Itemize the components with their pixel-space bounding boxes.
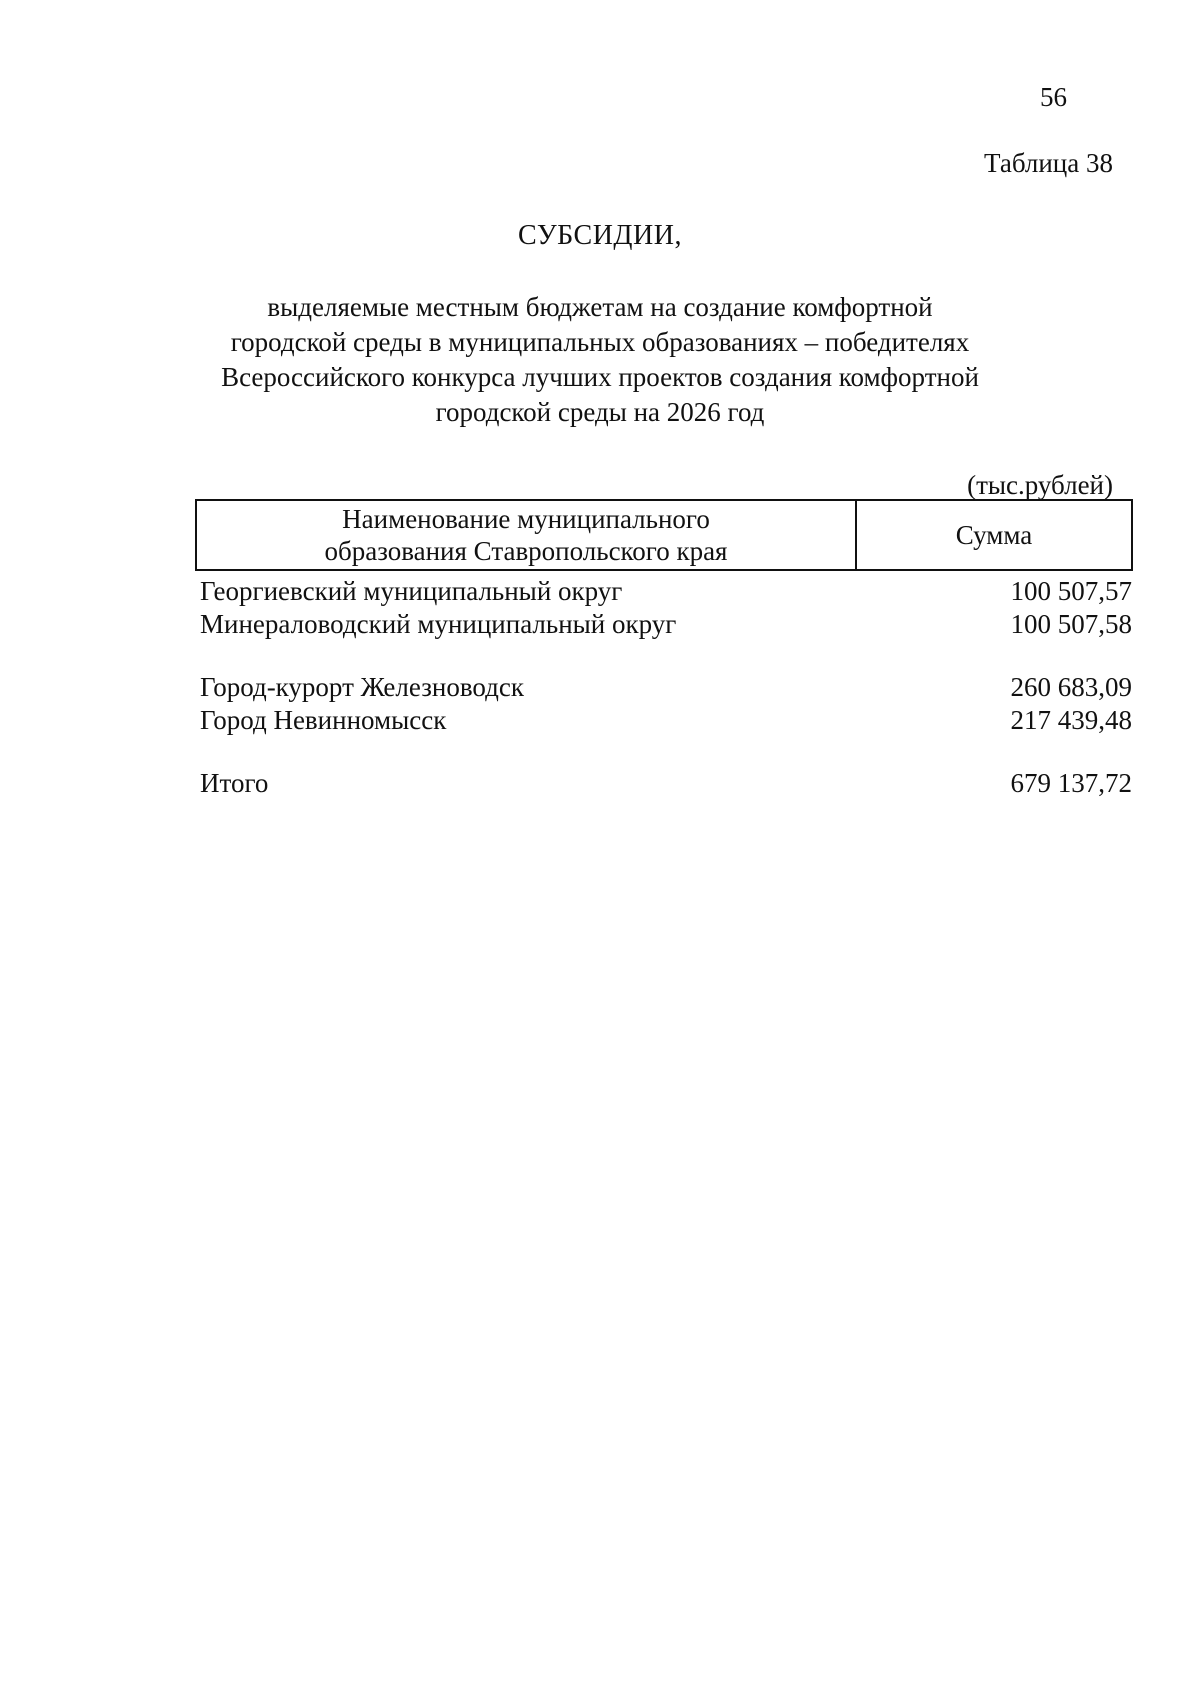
- total-label: Итого: [200, 768, 269, 798]
- header-name-column: [196, 500, 856, 570]
- row-amount: 260 683,09: [1010, 672, 1132, 702]
- table-body: [196, 570, 1132, 800]
- table-row: [196, 704, 1132, 737]
- row-name: Город-курорт Железноводск: [200, 672, 524, 702]
- row-name: Георгиевский муниципальный округ: [200, 576, 623, 606]
- table-number: Таблица 38: [984, 148, 1113, 178]
- row-spacer: [196, 737, 1132, 767]
- total-amount: 679 137,72: [1010, 768, 1132, 798]
- table-row: [196, 671, 1132, 704]
- table-row: [196, 570, 1132, 608]
- subtitle-line: Всероссийского конкурса лучших проектов создания комфортной: [221, 362, 979, 392]
- row-name: Минераловодский муниципальный округ: [200, 609, 677, 639]
- subtitle-line: городской среды на 2026 год: [435, 397, 765, 427]
- total-row: [196, 767, 1132, 800]
- document-subtitle: [200, 290, 1000, 430]
- row-spacer: [196, 641, 1132, 671]
- row-amount: 100 507,57: [1010, 576, 1132, 606]
- table-header: [196, 500, 1132, 570]
- units-label: (тыс.рублей): [967, 470, 1113, 500]
- subsidies-table: [195, 499, 1133, 800]
- subtitle-line: выделяемые местным бюджетам на создание комфортной: [267, 292, 933, 322]
- subtitle-line: городской среды в муниципальных образованиях – победителях: [230, 327, 970, 357]
- document-title: СУБСИДИИ,: [518, 220, 682, 251]
- header-sum-column: Сумма: [856, 500, 1132, 570]
- row-amount: 100 507,58: [1010, 609, 1132, 639]
- row-amount: 217 439,48: [1010, 705, 1132, 735]
- table-row: [196, 608, 1132, 641]
- header-name-line1: Наименование муниципального: [342, 504, 710, 534]
- row-name: Город Невинномысск: [200, 705, 447, 735]
- header-row: [196, 500, 1132, 570]
- page-number: 56: [1040, 82, 1067, 112]
- header-name-line2: образования Ставропольского края: [324, 536, 728, 566]
